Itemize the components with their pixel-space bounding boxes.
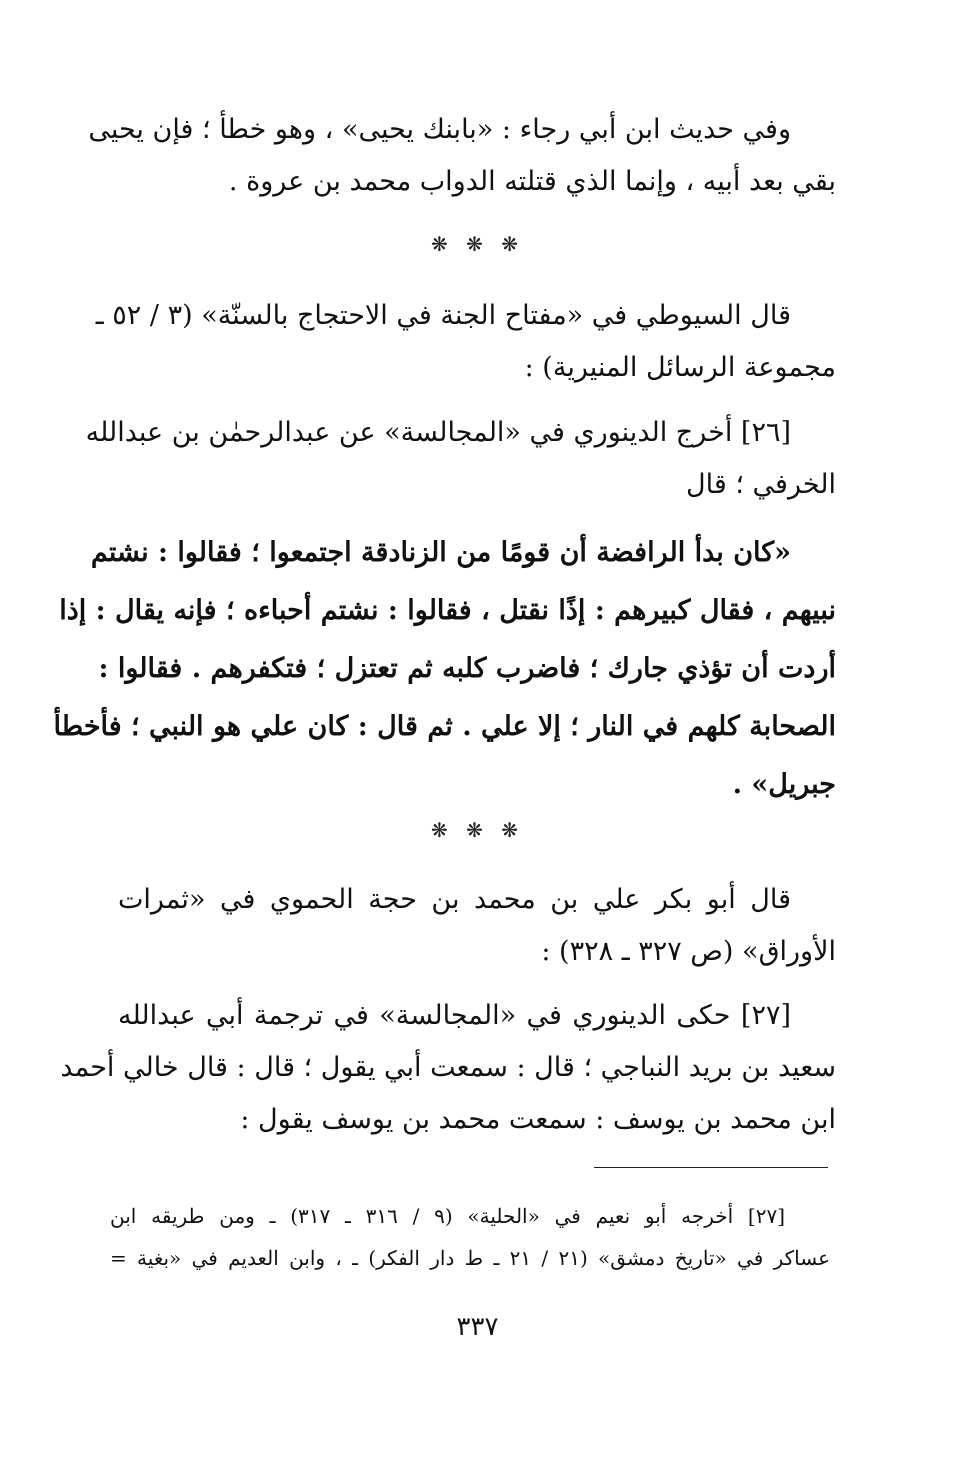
paragraph-4-line-1: قال أبو بكر علي بن محمد بن حجة الحموي في «ثمرات [118, 884, 791, 915]
paragraph-3 [85, 407, 836, 511]
section-separator: ❋ ❋ ❋ [431, 818, 524, 842]
paragraph-1-line-2: بقي بعد أبيه ، وإنما الذي قتلته الدواب محمد بن عروة . [228, 166, 836, 197]
paragraph-5-line-2: سعيد بن بريد النباجي ؛ قال : سمعت أبي يقول ؛ قال : قال خالي أحمد [60, 1052, 836, 1083]
paragraph-5 [60, 990, 836, 1146]
footnote-line-1: [٢٧] أخرجه أبو نعيم في «الحلية» (٩ / ٣١٦ ـ ٣١٧) ـ ومن طريقه ابن [110, 1204, 786, 1228]
quote-line-5: جبريل» . [732, 769, 836, 800]
quote-line-1: «كان بدأ الرافضة أن قومًا من الزنادقة اجتمعوا ؛ فقالوا : نشتم [90, 537, 791, 568]
paragraph-2 [95, 290, 836, 394]
paragraph-5-line-1: [٢٧] حكى الدينوري في «المجالسة» في ترجمة أبي عبدالله [118, 1000, 791, 1031]
quote-line-4: الصحابة كلهم في النار ؛ إلا علي . ثم قال : كان علي هو النبي ؛ فأخطأ [53, 711, 836, 742]
footnote-divider [594, 1167, 828, 1168]
quote-paragraph [53, 524, 836, 814]
paragraph-1-line-1: وفي حديث ابن أبي رجاء : «بابنك يحيى» ، وهو خطأ ؛ فإن يحيى [88, 114, 791, 145]
quote-line-2: نبيهم ، فقال كبيرهم : إذًا نقتل ، فقالوا : نشتم أحباءه ؛ فإنه يقال : إذا [59, 595, 836, 626]
paragraph-4-line-2: الأوراق» (ص ٣٢٧ ـ ٣٢٨) : [541, 936, 836, 967]
paragraph-5-line-3: ابن محمد بن يوسف : سمعت محمد بن يوسف يقول : [240, 1104, 836, 1135]
footnote-line-2: عساكر في «تاريخ دمشق» (٢١ / ٢١ ـ ط دار الفكر) ـ ، وابن العديم في «بغية = [110, 1246, 831, 1270]
paragraph-2-line-1: قال السيوطي في «مفتاح الجنة في الاحتجاج بالسنّة» (٣ / ٥٢ ـ [95, 300, 791, 331]
paragraph-4 [118, 874, 836, 978]
paragraph-3-line-1: [٢٦] أخرج الدينوري في «المجالسة» عن عبدالرحمٰن بن عبدالله [85, 417, 791, 448]
page-number: ٣٣٧ [456, 1312, 499, 1342]
paragraph-2-line-2: مجموعة الرسائل المنيرية) : [524, 352, 836, 383]
footnote [110, 1195, 830, 1279]
section-separator: ❋ ❋ ❋ [431, 232, 524, 256]
paragraph-3-line-2: الخرفي ؛ قال [686, 469, 836, 500]
quote-line-3: أردت أن تؤذي جارك ؛ فاضرب كلبه ثم تعتزل ؛ فتكفرهم . فقالوا : [98, 653, 836, 684]
paragraph-1 [88, 104, 836, 208]
